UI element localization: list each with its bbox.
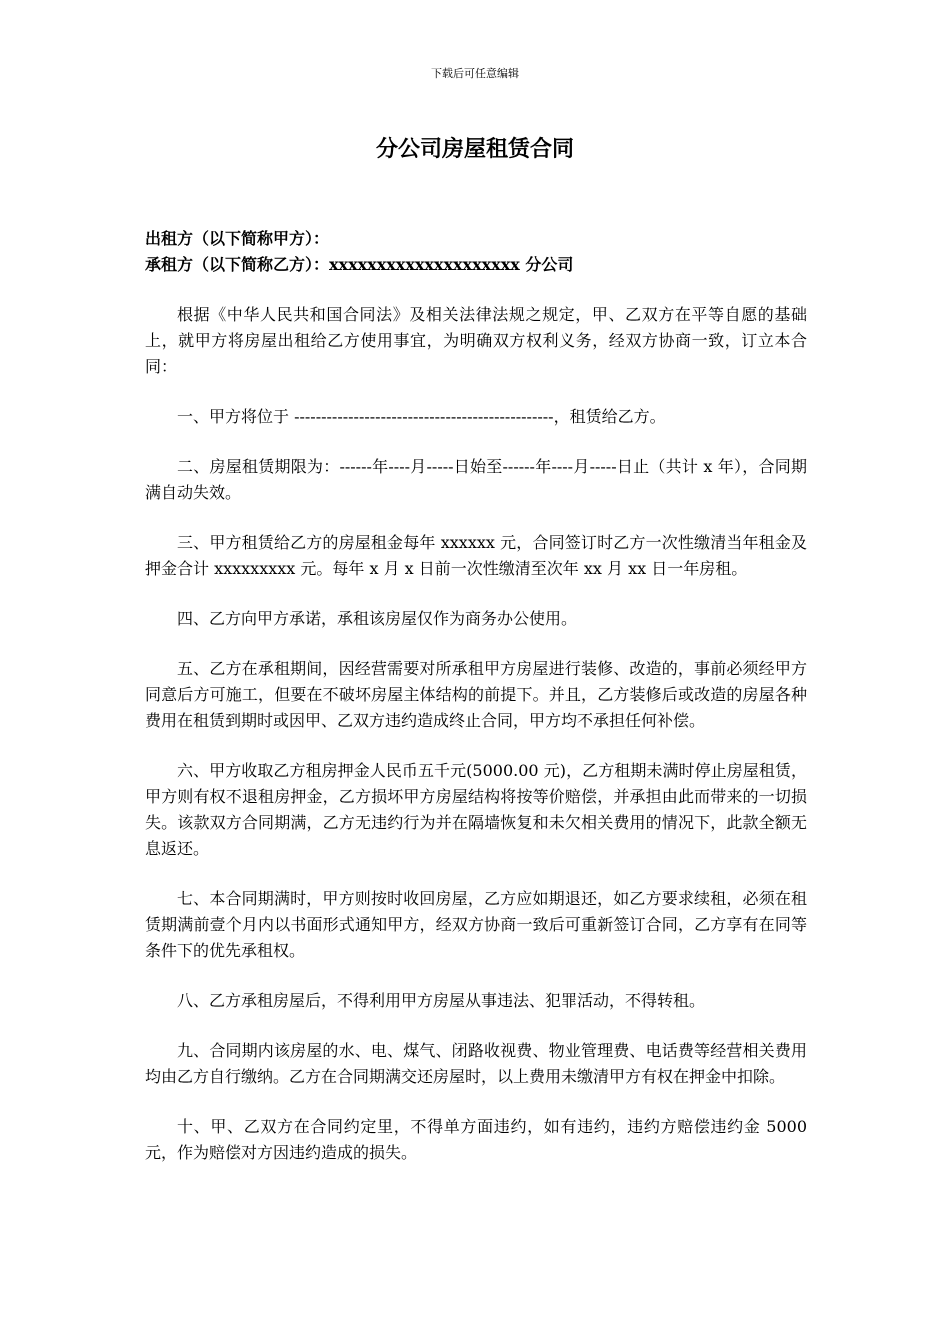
preamble-paragraph: 根据《中华人民共和国合同法》及相关法律法规之规定，甲、乙双方在平等自愿的基础上，就甲方将房屋出租给乙方使用事宜，为明确双方权利义务，经双方协商一致，订立本合同： xyxy=(145,305,807,376)
clause-3: 三、甲方租赁给乙方的房屋租金每年 xxxxxx 元，合同签订时乙方一次性缴清当年租金及押金合计 xxxxxxxxx 元。每年 x 月 x 日前一次性缴清至次年 xx 月 xx 日一年房租。 xyxy=(145,533,807,578)
clause-8: 八、乙方承租房屋后，不得利用甲方房屋从事违法、犯罪活动，不得转租。 xyxy=(177,991,706,1010)
clause-1: 一、甲方将位于 ------------------------------------------------，租赁给乙方。 xyxy=(177,407,666,426)
clause-10: 十、甲、乙双方在合同约定里，不得单方面违约，如有违约，违约方赔偿违约金 5000 元，作为赔偿对方因违约造成的损失。 xyxy=(145,1117,807,1162)
parties-block xyxy=(145,226,807,278)
clause-4: 四、乙方向甲方承诺，承租该房屋仅作为商务办公使用。 xyxy=(177,609,578,628)
lessee-line: 承租方（以下简称乙方）：xxxxxxxxxxxxxxxxxxxx 分公司 xyxy=(145,255,574,274)
clause-2: 二、房屋租赁期限为：------年----月-----日始至------年----月-----日止（共计 x 年），合同期满自动失效。 xyxy=(145,457,807,502)
lessor-line: 出租方（以下简称甲方）： xyxy=(145,229,330,248)
document-title: 分公司房屋租赁合同 xyxy=(375,136,574,162)
clause-6: 六、甲方收取乙方租房押金人民币五千元(5000.00 元)，乙方租期未满时停止房屋租赁，甲方则有权不退租房押金，乙方损坏甲方房屋结构将按等价赔偿，并承担由此而带来的一切损失。该款双方合同期满，乙方无违约行为并在隔墙恢复和未欠相关费用的情况下，此款全额无息返还。 xyxy=(145,761,807,858)
document-body xyxy=(145,226,807,1190)
clause-7: 七、本合同期满时，甲方则按时收回房屋，乙方应如期退还，如乙方要求续租，必须在租赁期满前壹个月内以书面形式通知甲方，经双方协商一致后可重新签订合同，乙方享有在同等条件下的优先承租权。 xyxy=(145,889,807,960)
clause-9: 九、合同期内该房屋的水、电、煤气、闭路收视费、物业管理费、电话费等经营相关费用均由乙方自行缴纳。乙方在合同期满交还房屋时，以上费用未缴清甲方有权在押金中扣除。 xyxy=(145,1041,807,1086)
clause-5: 五、乙方在承租期间，因经营需要对所承租甲方房屋进行装修、改造的，事前必须经甲方同意后方可施工，但要在不破坏房屋主体结构的前提下。并且，乙方装修后或改造的房屋各种费用在租赁到期时或因甲、乙双方违约造成终止合同，甲方均不承担任何补偿。 xyxy=(145,659,807,730)
header-note: 下载后可任意编辑 xyxy=(431,67,519,80)
